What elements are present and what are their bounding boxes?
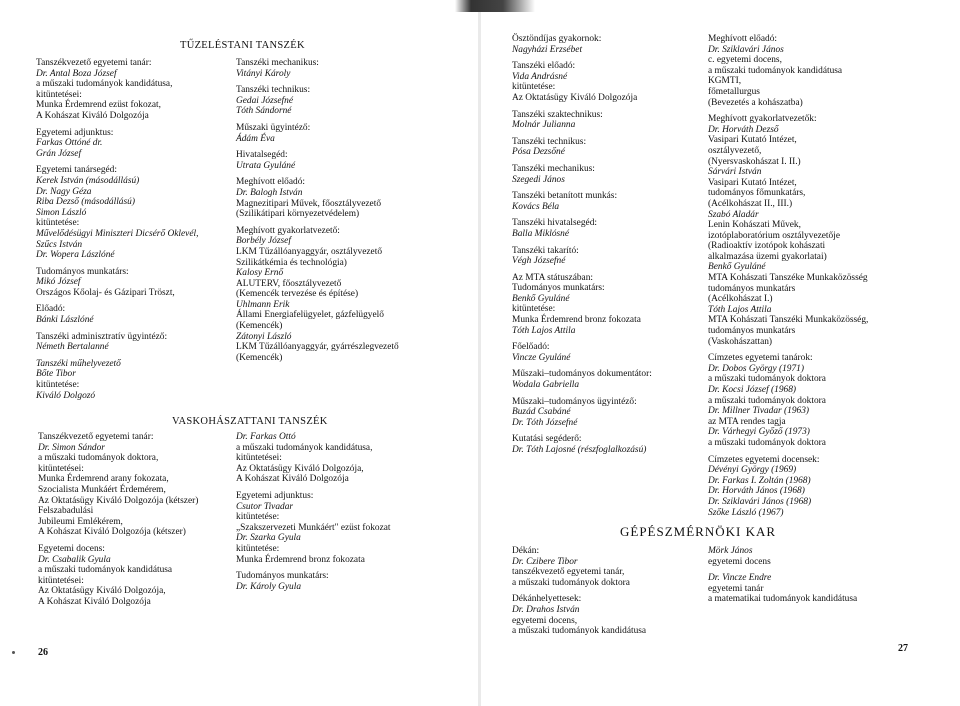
entry-line: a műszaki tudományok kandidátusa, [236,442,373,453]
right-col-c [512,546,702,643]
entry-line: (Vaskohászattan) [708,336,773,347]
entry-block [708,353,938,448]
entry-line: Borbély József [236,236,291,247]
entry-block [512,110,692,131]
entry-line: ALUTERV, főosztályvezető [236,278,342,289]
entry-line: Dr. Szarka Gyula [236,533,301,544]
entry-line: Dr. Wopera Lászlóné [36,250,115,261]
entry-line: alkalmazása üzemi gyakorlatai) [708,251,827,262]
entry-line: Tóth Lajos Attila [512,325,576,336]
entry-line: Tanszéki szaktechnikus: [512,109,603,120]
entry-line: Tudományos munkatárs: [512,283,605,294]
right-col-b [708,34,938,524]
entry-line: tanszékvezető egyetemi tanár, [512,567,625,578]
entry-line: Kerek István (másodállású) [36,175,140,186]
entry-block [236,571,476,592]
entry-line: Kalosy Ernő [236,268,284,279]
entry-line: c. egyetemi docens, [708,55,782,66]
entry-line: a műszaki tudományok doktora [708,437,826,448]
entry-line: Tanszéki mechanikus: [512,163,595,174]
entry-line: Kovács Béla [512,201,560,212]
entry-line: Dr. Antal Boza József [36,68,117,79]
entry-line: Németh Bertalanné [36,342,109,353]
entry-line: kitüntetése: [236,512,280,523]
entry-line: Címzetes egyetemi docensek: [708,454,820,465]
entry-line: Főelőadó: [512,342,550,353]
entry-line: Egyetemi adjunktus: [36,127,114,138]
entry-line: (Bevezetés a kohászatba) [708,97,803,108]
entry-line: Pósa Dezsőné [512,147,565,158]
entry-line: Dr. Tóth Lajosné (részfoglalkozású) [512,445,647,455]
entry-line: kitüntetése: [36,380,80,391]
entry-block [236,432,476,485]
entry-line: főmetallurgus [708,86,760,97]
entry-line: Dr. Sziklavári János [708,44,784,55]
entry-line: egyetemi docens, [512,615,578,626]
gepeszmernoki-heading: GÉPÉSZMÉRNÖKI KAR [620,524,777,539]
entry-line: Dr. Horváth Dezső [708,124,779,135]
entry-line: Tanszéki műhelyvezető [36,358,121,369]
entry-line: Szilikátkémia és technológia) [236,257,347,268]
entry-line: Tudományos munkatárs: [236,571,329,582]
entry-line: Hivatalsegéd: [236,150,288,161]
entry-line: Tóth Sándorné [236,106,292,117]
entry-line: a műszaki tudományok doktora [708,374,826,385]
entry-line: Meghívott gyakorlatvezető: [236,225,340,236]
entry-line: Mörk János [708,546,753,556]
entry-line: Dr. Farkas I. Zoltán (1968) [708,475,811,486]
entry-line: (Acélkohászat II., III.) [708,198,793,209]
entry-line: egyetemi docens [708,556,771,567]
entry-line: Dékán: [512,546,540,556]
entry-line: Gedai Józsefné [236,95,294,106]
entry-block [236,85,476,117]
entry-line: (Nyersvaskohászat I. II.) [708,156,801,167]
entry-line: Előadó: [36,304,66,315]
entry-block [36,165,231,260]
entry-line: (Szilikátipari környezetvédelem) [236,209,360,220]
entry-block [36,359,231,401]
entry-line: Ádám Éva [236,133,275,144]
entry-line: Benkő Gyuláné [512,293,570,304]
entry-line: (Kemencék tervezése és építése) [236,289,359,300]
entry-line: a műszaki tudományok kandidátusa, [36,79,173,90]
entry-line: Szőke László (1967) [708,507,784,518]
entry-line: Dékánhelyettesek: [512,594,582,605]
entry-line: KGMTI, [708,76,742,87]
page-mark [12,651,15,654]
entry-block [38,432,238,538]
entry-block [36,58,231,122]
entry-line: Dr. Tóth Józsefné [512,417,578,428]
entry-block [36,332,231,353]
entry-line: Dr. Károly Gyula [236,581,302,592]
entry-line: Dr. Sziklavári János (1968) [708,496,812,507]
entry-line: Tanszéki technikus: [512,136,587,147]
entry-line: Meghívott előadó: [708,34,777,44]
entry-line: Az Oktatásügy Kiváló Dolgozója, [38,586,166,597]
entry-line: Szocialista Munkáért Érdemérem, [38,484,166,495]
entry-line: Riba Dezső (másodállású) [36,197,135,208]
entry-line: Műszaki–tudományos ügyintéző: [512,396,637,407]
entry-line: tudományos főmunkatárs, [708,188,806,199]
entry-block [236,150,476,171]
entry-block [236,491,476,565]
entry-line: Meghívott gyakorlatvezetők: [708,114,817,125]
entry-line: egyetemi tanár [708,583,764,594]
entry-line: Sárvári István [708,167,762,178]
entry-line: (Acélkohászat I.) [708,294,773,305]
entry-line: MTA Kohászati Tanszéki Munkaközösség, [708,315,869,326]
entry-line: Művelődésügyi Miniszteri Dicsérő Oklevél, [36,228,199,239]
entry-line: Balla Miklósné [512,228,570,239]
entry-line: osztályvezető, [708,145,762,156]
entry-line: A Kohászat Kiváló Dolgozója [236,474,349,485]
entry-line: Tanszéki hivatalsegéd: [512,218,597,229]
entry-block [512,246,692,267]
entry-line: Dr. Millner Tivadar (1963) [708,406,810,417]
entry-line: Dr. Nagy Géza [36,186,92,197]
entry-line: (Kemencék) [236,321,283,332]
entry-line: a műszaki tudományok kandidátusa [512,626,647,637]
left-col-b [236,58,476,369]
entry-block [512,342,692,363]
entry-line: Tanszékvezető egyetemi tanár: [38,432,154,442]
entry-line: Állami Energiafelügyelet, gázfelügyelő [236,310,384,321]
entry-line: Simon László [36,207,87,218]
entry-line: Dr. Drahos István [512,604,580,615]
entry-block [236,58,476,79]
entry-line: Wodala Gabriella [512,380,580,391]
entry-line: Mikó József [36,277,81,288]
entry-line: Dr. Simon Sándor [38,442,105,453]
entry-block [512,434,692,455]
entry-line: tudományos munkatárs [708,326,796,337]
entry-line: Tanszéki előadó: [512,61,576,72]
entry-line: Zátonyi László [236,331,292,342]
entry-line: „Szakszervezeti Munkáért" ezüst fokozat [236,522,391,533]
entry-block [512,546,702,588]
entry-block [512,137,692,158]
entry-block [38,544,238,608]
entry-line: Csutor Tivadar [236,501,294,512]
entry-line: Tudományos munkatárs: [36,266,129,277]
entry-line: Magnezitipari Művek, főosztályvezető [236,198,382,209]
entry-line: Munka Érdemrend bronz fokozata [512,315,641,326]
entry-block [512,273,692,337]
entry-line: Szabó Aladár [708,209,759,220]
entry-line: a műszaki tudományok kandidátusa [38,565,173,576]
entry-line: Címzetes egyetemi tanárok: [708,353,813,364]
entry-line: Vida Andrásné [512,71,568,82]
entry-line: LKM Tűzállóanyaggyár, osztályvezető [236,246,383,257]
entry-line: Tanszékvezető egyetemi tanár: [36,58,152,68]
entry-line: a műszaki tudományok doktora [708,395,826,406]
left-col-d [236,432,476,598]
entry-line: Munka Érdemrend ezüst fokozat, [36,100,161,111]
entry-line: Tóth Lajos Attila [708,304,772,315]
entry-line: kitüntetése: [512,304,556,315]
entry-line: Az Oktatásügy Kiváló Dolgozója (kétszer) [38,495,199,506]
entry-line: Dr. Csabalik Gyula [38,554,111,565]
left-col-a [36,58,231,407]
entry-block [512,34,692,55]
entry-line: Bánki Lászlóné [36,315,94,326]
right-col-d [708,546,938,611]
entry-block [512,164,692,185]
entry-line: Műszaki–tudományos dokumentátor: [512,369,652,380]
entry-line: Ösztöndíjas gyakornok: [512,34,602,44]
entry-line: az MTA rendes tagja [708,416,786,427]
entry-line: Benkő Gyuláné [708,262,766,273]
entry-line: Egyetemi adjunktus: [236,490,314,501]
entry-line: a matematikai tudományok kandidátusa [708,594,858,605]
entry-line: Dévényi György (1969) [708,465,797,476]
entry-line: Tanszéki mechanikus: [236,58,319,68]
entry-line: Dr. Várhegyi Győző (1973) [708,427,810,438]
entry-line: (Radioaktív izotópok kohászati [708,241,826,252]
entry-line: Munka Érdemrend bronz fokozata [236,554,365,565]
entry-line: Farkas Ottóné dr. [36,138,103,149]
right-col-a [512,34,692,462]
entry-block [512,369,692,390]
entry-block [708,546,938,567]
entry-block [512,397,692,429]
entry-line: (Kemencék) [236,352,283,363]
entry-line: Tanszéki takarító: [512,245,579,256]
entry-line: Lenin Kohászati Művek, [708,220,801,231]
entry-line: kitüntetései: [38,463,84,474]
entry-line: kitüntetése: [36,218,80,229]
entry-line: A Kohászat Kiváló Dolgozója [36,110,149,121]
entry-block [36,128,231,160]
entry-line: Vincze Gyuláné [512,352,571,363]
entry-line: Felszabadulási [38,506,94,517]
entry-line: LKM Tűzállóanyaggyár, gyárrészlegvezető [236,342,399,353]
entry-line: Dr. Vincze Endre [708,573,772,584]
entry-block [512,191,692,212]
entry-line: Kiváló Dolgozó [36,390,96,401]
entry-line: Országos Kőolaj- és Gázipari Tröszt, [36,287,175,298]
entry-line: A Kohászat Kiváló Dolgozója [38,596,151,607]
vaskohaszattani-heading: VASKOHÁSZATTANI TANSZÉK [172,416,328,427]
entry-line: Vitányi Károly [236,68,291,79]
entry-line: Egyetemi docens: [38,543,105,554]
entry-line: Tanszéki technikus: [236,85,311,96]
entry-block [236,226,476,364]
entry-line: Dr. Kocsi József (1968) [708,385,797,395]
entry-line: Végh Józsefné [512,256,566,267]
entry-line: Nagyházi Erzsébet [512,44,583,55]
entry-line: Dr. Farkas Ottó [236,432,296,442]
entry-line: Bőte Tibor [36,369,76,380]
entry-line: Szegedi János [512,174,565,185]
entry-line: Az Oktatásügy Kiváló Dolgozója [512,92,638,103]
entry-line: Vasipari Kutató Intézet, [708,177,797,188]
entry-line: kitüntetése: [512,82,556,93]
entry-line: Egyetemi tanársegéd: [36,165,117,176]
entry-line: Uhlmann Erik [236,299,290,310]
entry-line: Utrata Gyuláné [236,160,296,171]
entry-block [512,61,692,103]
entry-line: Tanszéki adminisztratív ügyintéző: [36,331,168,342]
entry-line: Az MTA státuszában: [512,272,593,283]
entry-line: a műszaki tudományok doktora [512,577,630,588]
tuzelestani-heading: TŰZELÉSTANI TANSZÉK [180,40,305,51]
entry-block [36,267,231,299]
entry-line: Kutatási segéderő: [512,434,582,445]
entry-line: Munka Érdemrend arany fokozata, [38,474,169,485]
entry-line: kitüntetései: [36,89,82,100]
entry-line: Dr. Balogh István [236,187,303,198]
entry-line: Vasipari Kutató Intézet, [708,135,797,146]
entry-line: tudományos munkatárs [708,283,796,294]
entry-block [708,114,938,347]
entry-line: a műszaki tudományok kandidátusa [708,65,843,76]
entry-line: kitüntetései: [236,453,282,464]
page-number-left: 26 [38,647,48,658]
entry-line: izotóplaboratórium osztályvezetője [708,230,840,241]
entry-block [708,34,938,108]
entry-line: a műszaki tudományok doktora, [38,453,159,464]
entry-line: Dr. Horváth János (1968) [708,486,805,497]
entry-line: Tanszéki betanított munkás: [512,191,618,202]
left-col-c [38,432,238,614]
entry-block [512,594,702,636]
page-number-right: 27 [898,643,908,654]
entry-line: MTA Kohászati Tanszéke Munkaközösség [708,273,868,284]
entry-block [236,123,476,144]
entry-line: Szűcs István [36,239,83,250]
entry-line: Jubileumi Emlékérem, [38,516,123,527]
entry-line: Dr. Dobos György (1971) [708,363,804,374]
entry-block [512,218,692,239]
entry-block [36,304,231,325]
entry-line: Meghívott előadó: [236,177,305,188]
entry-line: kitüntetése: [236,543,280,554]
entry-line: Molnár Julianna [512,120,576,131]
entry-block [708,455,938,519]
entry-block [708,573,938,605]
entry-block [236,177,476,219]
entry-line: A Kohászat Kiváló Dolgozója (kétszer) [38,527,186,538]
entry-line: Az Oktatásügy Kiváló Dolgozója, [236,463,364,474]
entry-line: kitüntetései: [38,575,84,586]
entry-line: Dr. Czibere Tibor [512,556,578,567]
entry-line: Grán József [36,148,82,159]
entry-line: Buzád Csabáné [512,407,571,418]
entry-line: Műszaki ügyintéző: [236,122,311,133]
right-page [480,0,960,706]
